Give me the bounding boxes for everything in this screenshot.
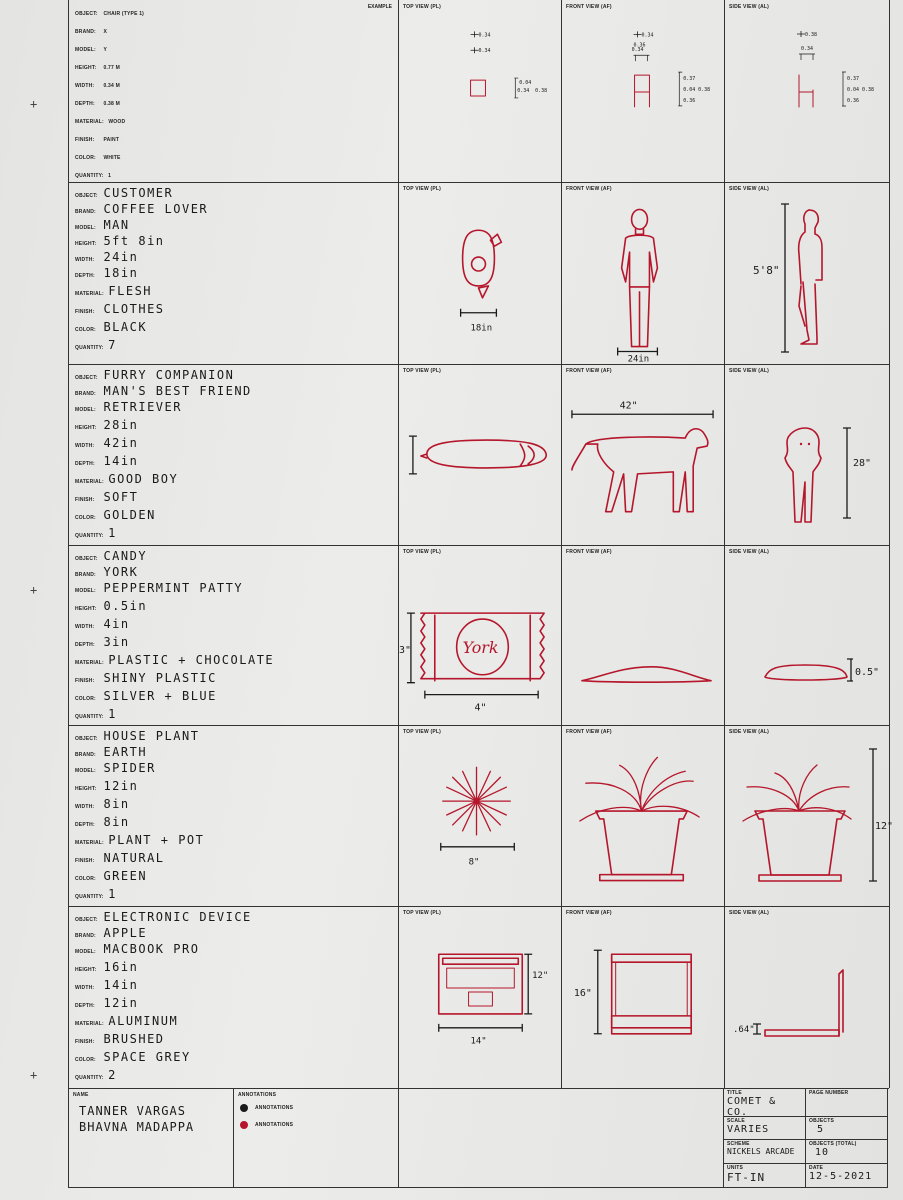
plant-top-drawing xyxy=(399,725,561,906)
label-height: HEIGHT: xyxy=(75,786,97,792)
scale-field xyxy=(724,1116,806,1139)
label-brand: BRAND: xyxy=(75,391,96,397)
registration-mark: + xyxy=(30,97,38,111)
dim-label: 0.38 xyxy=(698,87,711,94)
dim-label: 0.34 xyxy=(801,46,814,52)
side-view-label: SIDE VIEW (AL) xyxy=(729,4,770,10)
object-height: 5ft 8in xyxy=(103,234,165,248)
front-view-cell xyxy=(562,545,725,725)
dim-label: 0.36 xyxy=(847,98,860,104)
objects-label: OBJECTS xyxy=(809,1118,835,1124)
object-depth: 14in xyxy=(103,454,139,468)
person-top-drawing xyxy=(399,182,561,364)
front-view-label: FRONT VIEW (AF) xyxy=(566,4,612,10)
tb-row-title xyxy=(724,1088,888,1117)
object-depth: 18in xyxy=(103,266,139,280)
dog-top-drawing xyxy=(399,364,561,545)
dim-label: 0.38 xyxy=(862,87,875,93)
object-color: BLACK xyxy=(103,320,148,334)
label-finish: FINISH: xyxy=(75,309,95,315)
dim-label: 0.37 xyxy=(683,76,696,83)
dim-label: 28" xyxy=(853,458,872,469)
label-quantity: QUANTITY: xyxy=(75,173,104,179)
laptop-front-drawing xyxy=(562,906,724,1088)
candy-front-drawing xyxy=(562,545,724,725)
label-height: HEIGHT: xyxy=(75,65,97,71)
page-number-field xyxy=(806,1088,888,1116)
example-object: CHAIR (TYPE 1) xyxy=(103,11,145,17)
label-quantity: QUANTITY: xyxy=(75,714,104,720)
label-width: WIDTH: xyxy=(75,985,95,991)
objects-total-label: OBJECTS (TOTAL) xyxy=(809,1141,857,1147)
object-quantity: 1 xyxy=(108,887,117,901)
dim-label: 0.34 xyxy=(641,32,654,39)
label-quantity: QUANTITY: xyxy=(75,1075,104,1081)
legend-item-black xyxy=(240,1104,293,1112)
side-view-cell xyxy=(725,545,889,725)
black-ink-swatch xyxy=(240,1104,248,1112)
tb-row-scale xyxy=(724,1116,888,1140)
side-view-label: SIDE VIEW (AL) xyxy=(729,729,770,735)
object-width: 42in xyxy=(103,436,139,450)
dim-label: 0.04 xyxy=(683,87,696,94)
label-material: MATERIAL: xyxy=(75,291,104,297)
label-height: HEIGHT: xyxy=(75,425,97,431)
object-model: RETRIEVER xyxy=(103,400,182,414)
front-view-label: FRONT VIEW (AF) xyxy=(566,549,612,555)
example-attributes xyxy=(69,0,399,182)
label-color: COLOR: xyxy=(75,1057,96,1063)
units-value: FT-IN xyxy=(727,1171,766,1184)
dim-label: 0.37 xyxy=(847,76,860,82)
label-object: OBJECT: xyxy=(75,917,98,923)
example-model: Y xyxy=(103,47,107,53)
side-view-cell xyxy=(725,725,894,906)
example-row xyxy=(69,0,889,183)
date-field xyxy=(806,1163,888,1187)
plant-front-drawing xyxy=(562,725,724,906)
dim-label: 0.38 xyxy=(535,87,548,94)
example-material: WOOD xyxy=(108,119,126,125)
dim-label: 0.34 xyxy=(478,48,491,55)
object-material: FLESH xyxy=(108,284,153,298)
legend-item-red xyxy=(240,1121,293,1129)
object-attributes xyxy=(69,182,399,364)
top-view-cell xyxy=(399,725,562,906)
label-object: OBJECT: xyxy=(75,736,98,742)
chair-side-drawing xyxy=(725,0,889,182)
label-width: WIDTH: xyxy=(75,804,95,810)
label-brand: BRAND: xyxy=(75,209,96,215)
front-view-label: FRONT VIEW (AF) xyxy=(566,186,612,192)
front-view-cell xyxy=(562,182,725,364)
object-attributes xyxy=(69,545,399,725)
label-color: COLOR: xyxy=(75,876,96,882)
top-view-cell xyxy=(399,182,562,364)
object-quantity: 2 xyxy=(108,1068,117,1082)
label-depth: DEPTH: xyxy=(75,822,95,828)
object-finish: CLOTHES xyxy=(103,302,165,316)
date-label: DATE xyxy=(809,1165,824,1171)
label-material: MATERIAL: xyxy=(75,840,104,846)
label-color: COLOR: xyxy=(75,515,96,521)
title-block xyxy=(68,1088,888,1188)
label-model: MODEL: xyxy=(75,47,96,53)
object-color: SILVER + BLUE xyxy=(103,689,217,703)
object-model: PEPPERMINT PATTY xyxy=(103,581,244,595)
example-quantity: 1 xyxy=(108,173,112,179)
object-material: PLASTIC + CHOCOLATE xyxy=(108,653,275,667)
dim-label: 0.38 xyxy=(805,32,818,38)
object-model: MAN xyxy=(103,218,130,232)
tb-row-units xyxy=(724,1163,888,1187)
author-name: TANNER VARGAS xyxy=(79,1104,186,1118)
example-side-view xyxy=(725,0,889,182)
top-view-label: TOP VIEW (PL) xyxy=(403,4,441,10)
example-top-view xyxy=(399,0,562,182)
object-row-laptop xyxy=(69,906,889,1089)
date-value: 12-5-2021 xyxy=(809,1171,873,1182)
blank-panel xyxy=(399,1088,724,1187)
example-height: 0.77 M xyxy=(103,65,120,71)
object-height: 28in xyxy=(103,418,139,432)
side-view-label: SIDE VIEW (AL) xyxy=(729,368,770,374)
side-view-cell xyxy=(725,364,889,545)
object-quantity: 1 xyxy=(108,526,117,540)
dim-label: 0.36 xyxy=(633,42,646,49)
object-material: GOOD BOY xyxy=(108,472,179,486)
scale-label: SCALE xyxy=(727,1118,745,1124)
label-brand: BRAND: xyxy=(75,752,96,758)
label-object: OBJECT: xyxy=(75,556,98,562)
object-row-candy xyxy=(69,545,889,726)
label-finish: FINISH: xyxy=(75,1039,95,1045)
author-name: BHAVNA MADAPPA xyxy=(79,1120,195,1134)
top-view-label: TOP VIEW (PL) xyxy=(403,186,441,192)
label-quantity: QUANTITY: xyxy=(75,894,104,900)
object-height: 16in xyxy=(103,960,139,974)
scheme-label: SCHEME xyxy=(727,1141,750,1147)
object-attributes xyxy=(69,364,399,545)
objects-value: 5 xyxy=(817,1124,825,1135)
object-name: FURRY COMPANION xyxy=(103,368,235,382)
object-height: 12in xyxy=(103,779,139,793)
top-view-cell xyxy=(399,545,562,725)
dim-label: 24in xyxy=(627,354,650,365)
object-row-customer xyxy=(69,182,889,365)
label-width: WIDTH: xyxy=(75,257,95,263)
top-view-label: TOP VIEW (PL) xyxy=(403,549,441,555)
dim-label: 14" xyxy=(470,1036,487,1047)
object-finish: SOFT xyxy=(103,490,139,504)
object-attributes xyxy=(69,725,399,906)
side-view-label: SIDE VIEW (AL) xyxy=(729,186,770,192)
title-block-fields xyxy=(724,1088,887,1187)
object-brand: MAN'S BEST FRIEND xyxy=(103,384,252,398)
dim-label: 18in xyxy=(470,323,493,334)
object-height: 0.5in xyxy=(103,599,148,613)
object-width: 14in xyxy=(103,978,139,992)
title-field xyxy=(724,1088,806,1116)
objects-total-value: 10 xyxy=(815,1147,830,1158)
label-height: HEIGHT: xyxy=(75,241,97,247)
object-brand: APPLE xyxy=(103,926,148,940)
label-material: MATERIAL: xyxy=(75,119,104,125)
example-brand: X xyxy=(103,29,107,35)
object-model: MACBOOK PRO xyxy=(103,942,200,956)
label-quantity: QUANTITY: xyxy=(75,533,104,539)
object-color: GOLDEN xyxy=(103,508,156,522)
scheme-field xyxy=(724,1139,806,1163)
object-quantity: 7 xyxy=(108,338,117,352)
dim-label: 8" xyxy=(468,857,480,868)
chair-top-drawing xyxy=(399,0,561,182)
object-brand: COFFEE LOVER xyxy=(103,202,209,216)
side-view-label: SIDE VIEW (AL) xyxy=(729,549,770,555)
label-object: OBJECT: xyxy=(75,11,98,17)
legend-label: ANNOTATIONS xyxy=(255,1105,294,1111)
legend-label: ANNOTATIONS xyxy=(255,1122,294,1128)
object-color: SPACE GREY xyxy=(103,1050,191,1064)
object-name: ELECTRONIC DEVICE xyxy=(103,910,252,924)
red-ink-swatch xyxy=(240,1121,248,1129)
object-width: 24in xyxy=(103,250,139,264)
person-side-drawing xyxy=(725,182,889,364)
dog-side-drawing xyxy=(725,364,889,545)
dim-label: 12" xyxy=(875,821,894,832)
name-label: NAME xyxy=(73,1092,89,1098)
example-finish: PAINT xyxy=(103,137,120,143)
front-view-cell xyxy=(562,725,725,906)
object-material: PLANT + POT xyxy=(108,833,205,847)
york-logo-text: York xyxy=(462,637,499,657)
label-model: MODEL: xyxy=(75,407,96,413)
registration-mark: + xyxy=(30,583,38,597)
tb-row-scheme xyxy=(724,1139,888,1164)
dim-label: 0.36 xyxy=(683,97,696,104)
example-depth: 0.38 M xyxy=(103,101,120,107)
label-width: WIDTH: xyxy=(75,624,95,630)
dim-label: 0.34 xyxy=(517,87,530,94)
label-material: MATERIAL: xyxy=(75,660,104,666)
label-brand: BRAND: xyxy=(75,933,96,939)
object-brand: EARTH xyxy=(103,745,148,759)
label-width: WIDTH: xyxy=(75,83,95,89)
label-color: COLOR: xyxy=(75,696,96,702)
object-attributes xyxy=(69,906,399,1088)
name-block xyxy=(69,1088,234,1187)
annotations-legend xyxy=(234,1088,399,1187)
label-height: HEIGHT: xyxy=(75,967,97,973)
label-object: OBJECT: xyxy=(75,193,98,199)
example-color: WHITE xyxy=(103,155,121,161)
units-field xyxy=(724,1163,806,1187)
object-material: ALUMINUM xyxy=(108,1014,179,1028)
label-width: WIDTH: xyxy=(75,443,95,449)
title-label: TITLE xyxy=(727,1090,742,1096)
plant-side-drawing xyxy=(725,725,894,906)
side-view-cell xyxy=(725,906,889,1088)
registration-mark: + xyxy=(30,1068,38,1082)
front-view-cell xyxy=(562,364,725,545)
object-depth: 8in xyxy=(103,815,130,829)
dim-label: 0.04 xyxy=(519,80,532,87)
object-model: SPIDER xyxy=(103,761,156,775)
dim-label: 5'8" xyxy=(753,264,780,277)
object-name: CANDY xyxy=(103,549,148,563)
drawing-sheet xyxy=(68,0,894,1188)
front-view-label: FRONT VIEW (AF) xyxy=(566,910,612,916)
chair-front-drawing xyxy=(562,0,724,182)
label-material: MATERIAL: xyxy=(75,1021,104,1027)
objects-total-field xyxy=(806,1139,888,1163)
top-view-label: TOP VIEW (PL) xyxy=(403,729,441,735)
dim-label: 4" xyxy=(474,702,487,714)
laptop-top-drawing xyxy=(399,906,561,1088)
object-quantity: 1 xyxy=(108,707,117,721)
side-view-cell xyxy=(725,182,889,364)
object-name: HOUSE PLANT xyxy=(103,729,200,743)
label-material: MATERIAL: xyxy=(75,479,104,485)
person-front-drawing xyxy=(562,182,724,364)
label-finish: FINISH: xyxy=(75,858,95,864)
dim-label: 0.04 xyxy=(847,87,860,93)
object-width: 8in xyxy=(103,797,130,811)
dim-label: 16" xyxy=(573,988,592,1000)
label-model: MODEL: xyxy=(75,949,96,955)
label-model: MODEL: xyxy=(75,768,96,774)
object-finish: BRUSHED xyxy=(103,1032,165,1046)
example-front-view xyxy=(562,0,725,182)
label-depth: DEPTH: xyxy=(75,461,95,467)
object-row-dog xyxy=(69,364,889,546)
label-brand: BRAND: xyxy=(75,572,96,578)
object-finish: NATURAL xyxy=(103,851,165,865)
scheme-value: NICKELS ARCADE xyxy=(727,1147,795,1156)
label-finish: FINISH: xyxy=(75,137,95,143)
dim-label: 3" xyxy=(399,644,411,656)
laptop-side-drawing xyxy=(725,906,889,1088)
object-finish: SHINY PLASTIC xyxy=(103,671,217,685)
object-grid xyxy=(68,0,894,1088)
object-depth: 12in xyxy=(103,996,139,1010)
label-brand: BRAND: xyxy=(75,29,96,35)
label-object: OBJECT: xyxy=(75,375,98,381)
front-view-cell xyxy=(562,906,725,1088)
label-depth: DEPTH: xyxy=(75,1003,95,1009)
top-view-cell xyxy=(399,364,562,545)
object-name: CUSTOMER xyxy=(103,186,174,200)
object-row-plant xyxy=(69,725,894,907)
object-color: GREEN xyxy=(103,869,148,883)
dim-label: .64" xyxy=(733,1025,755,1035)
label-model: MODEL: xyxy=(75,588,96,594)
dim-label: 0.5" xyxy=(855,667,880,678)
scale-value: VARIES xyxy=(727,1124,770,1135)
label-color: COLOR: xyxy=(75,155,96,161)
label-depth: DEPTH: xyxy=(75,642,95,648)
candy-side-drawing xyxy=(725,545,889,725)
top-view-label: TOP VIEW (PL) xyxy=(403,910,441,916)
label-quantity: QUANTITY: xyxy=(75,345,104,351)
example-label: EXAMPLE xyxy=(367,4,392,10)
units-label: UNITS xyxy=(727,1165,744,1171)
label-depth: DEPTH: xyxy=(75,273,95,279)
front-view-label: FRONT VIEW (AF) xyxy=(566,729,612,735)
candy-top-drawing xyxy=(399,545,561,725)
label-finish: FINISH: xyxy=(75,678,95,684)
objects-field xyxy=(806,1116,888,1139)
dim-label: 12" xyxy=(532,971,549,982)
annotations-label: ANNOTATIONS xyxy=(238,1092,277,1098)
dim-label: 42" xyxy=(619,400,638,412)
object-width: 4in xyxy=(103,617,130,631)
dog-front-drawing xyxy=(562,364,724,545)
object-brand: YORK xyxy=(103,565,139,579)
project-title: COMET & CO. xyxy=(727,1096,777,1118)
object-depth: 3in xyxy=(103,635,130,649)
label-depth: DEPTH: xyxy=(75,101,95,107)
top-view-cell xyxy=(399,906,562,1088)
label-color: COLOR: xyxy=(75,327,96,333)
dim-label: 0.34 xyxy=(631,47,644,54)
side-view-label: SIDE VIEW (AL) xyxy=(729,910,770,916)
page-number-label: PAGE NUMBER xyxy=(809,1090,849,1096)
example-width: 0.34 M xyxy=(103,83,120,89)
front-view-label: FRONT VIEW (AF) xyxy=(566,368,612,374)
label-finish: FINISH: xyxy=(75,497,95,503)
label-height: HEIGHT: xyxy=(75,606,97,612)
label-model: MODEL: xyxy=(75,225,96,231)
top-view-label: TOP VIEW (PL) xyxy=(403,368,441,374)
dim-label: 0.34 xyxy=(478,32,491,39)
